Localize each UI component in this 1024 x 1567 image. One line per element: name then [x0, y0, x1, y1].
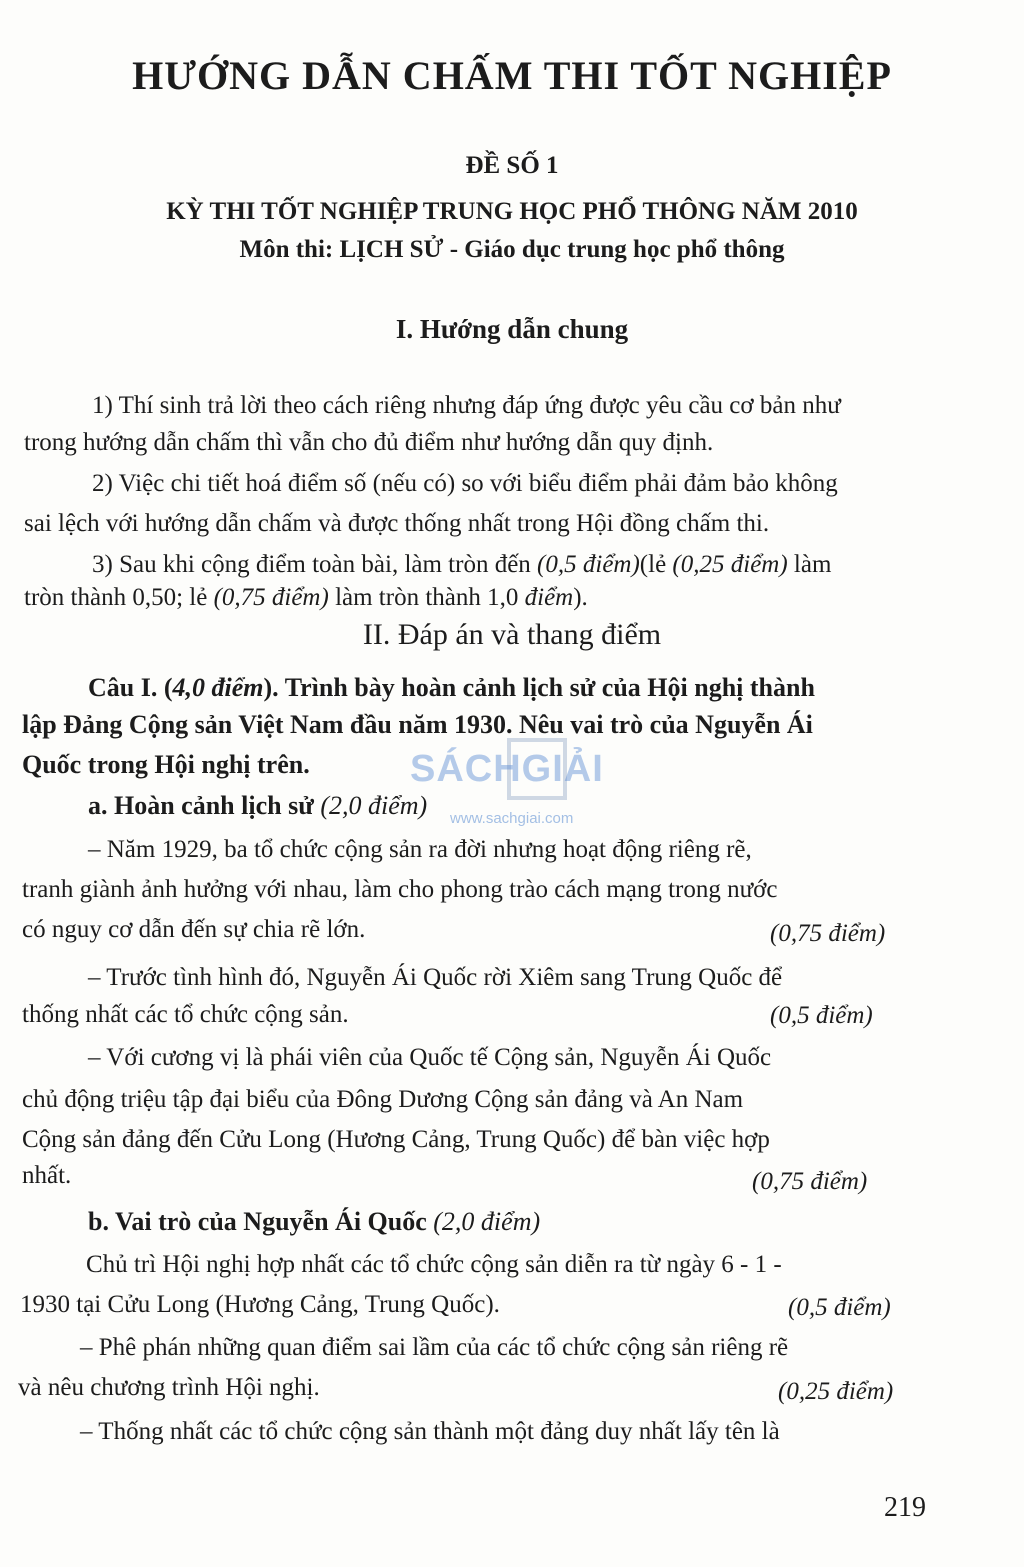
part-a-heading [88, 786, 427, 826]
question-1-line-1 [88, 668, 815, 708]
question-1-text: Câu I. ( [88, 673, 173, 702]
question-1-text: ). Trình bày hoàn cảnh lịch sử của Hội nghị thành [263, 673, 815, 702]
a1-line-1: – Năm 1929, ba tổ chức cộng sản ra đời nhưng hoạt động riêng rẽ, [88, 836, 752, 863]
guide-3-points-b: (0,25 điểm) [672, 551, 788, 578]
exam-number: ĐỀ SỐ 1 [465, 152, 559, 179]
question-1-line-2: lập Đảng Cộng sản Việt Nam đầu năm 1930. Nêu vai trò của Nguyễn Ái [22, 710, 813, 739]
b2-line-1: – Phê phán những quan điểm sai lầm của các tổ chức cộng sản riêng rẽ [80, 1334, 789, 1361]
subject-suffix: - Giáo dục trung học phổ thông [443, 236, 785, 263]
a3-line-4: nhất. [22, 1162, 72, 1189]
part-b-points: (2,0 điểm) [426, 1207, 541, 1236]
a1-line-2: tranh giành ảnh hưởng với nhau, làm cho phong trào cách mạng trong nước [22, 876, 778, 903]
part-a-title: a. Hoàn cảnh lịch sử [88, 791, 314, 820]
guide-3-text: làm tròn thành 1,0 [328, 584, 525, 611]
sachgiai-watermark [410, 738, 630, 848]
subject-name: LỊCH SỬ [339, 236, 444, 263]
guide-3-text: (lẻ [639, 551, 673, 578]
guide-1-line-2: trong hướng dẫn chấm thì vẫn cho đủ điểm như hướng dẫn quy định. [24, 429, 714, 456]
guide-3-line-2 [24, 578, 588, 618]
a1-score: (0,75 điểm) [770, 920, 886, 947]
b1-line-2: 1930 tại Cửu Long (Hương Cảng, Trung Quốc). [20, 1291, 500, 1318]
a1-line-3: có nguy cơ dẫn đến sự chia rẽ lớn. [22, 916, 366, 943]
a2-line-1: – Trước tình hình đó, Nguyễn Ái Quốc rời Xiêm sang Trung Quốc để [88, 964, 783, 991]
section2-heading: II. Đáp án và thang điểm [362, 618, 662, 651]
part-a-points: (2,0 điểm) [313, 791, 428, 820]
watermark-url: www.sachgiai.com [450, 810, 574, 827]
guide-2-line-1: 2) Việc chi tiết hoá điểm số (nếu có) so với biểu điểm phải đảm bảo không [92, 470, 838, 497]
a3-line-3: Cộng sản đảng đến Cửu Long (Hương Cảng, Trung Quốc) để bàn việc hợp [22, 1126, 770, 1153]
guide-1-line-1: 1) Thí sinh trả lời theo cách riêng nhưng đáp ứng được yêu cầu cơ bản như [92, 392, 841, 419]
question-1-points: 4,0 điểm [172, 673, 264, 702]
b2-score: (0,25 điểm) [778, 1378, 894, 1405]
watermark-brand: SÁCHGIẢI [410, 748, 604, 790]
part-b-heading [88, 1202, 540, 1242]
page-title: HƯỚNG DẪN CHẤM THI TỐT NGHIỆP [132, 53, 892, 98]
guide-3-points-a: (0,5 điểm) [537, 551, 640, 578]
guide-3-text: ). [573, 584, 588, 611]
b1-line-1: Chủ trì Hội nghị hợp nhất các tổ chức cộng sản diễn ra từ ngày 6 - 1 - [86, 1251, 782, 1278]
b1-score: (0,5 điểm) [788, 1294, 891, 1321]
a3-score: (0,75 điểm) [752, 1168, 868, 1195]
guide-3-points-d: điểm [524, 584, 574, 611]
part-b-title: b. Vai trò của Nguyễn Ái Quốc [88, 1207, 427, 1236]
page-number: 219 [884, 1492, 926, 1523]
a3-line-2: chủ động triệu tập đại biểu của Đông Dương Cộng sản đảng và An Nam [22, 1086, 744, 1113]
subject-line [0, 236, 1024, 264]
question-1-line-3: Quốc trong Hội nghị trên. [22, 750, 310, 779]
subject-prefix: Môn thi: [239, 236, 340, 263]
section1-heading: I. Hướng dẫn chung [395, 314, 629, 344]
guide-3-text: tròn thành 0,50; lẻ [24, 584, 214, 611]
exam-name: KỲ THI TỐT NGHIỆP TRUNG HỌC PHỔ THÔNG NĂM 2010 [166, 198, 858, 225]
b3-line-1: – Thống nhất các tổ chức cộng sản thành một đảng duy nhất lấy tên là [80, 1418, 780, 1445]
a2-line-2: thống nhất các tổ chức cộng sản. [22, 1001, 349, 1028]
guide-3-text: làm [787, 551, 832, 578]
guide-3-points-c: (0,75 điểm) [213, 584, 329, 611]
b2-line-2: và nêu chương trình Hội nghị. [18, 1374, 320, 1401]
guide-3-text: 3) Sau khi cộng điểm toàn bài, làm tròn đến [92, 551, 538, 578]
guide-2-line-2: sai lệch với hướng dẫn chấm và được thống nhất trong Hội đồng chấm thi. [24, 510, 770, 537]
a2-score: (0,5 điểm) [770, 1002, 873, 1029]
a3-line-1: – Với cương vị là phái viên của Quốc tế Cộng sản, Nguyễn Ái Quốc [88, 1044, 772, 1071]
